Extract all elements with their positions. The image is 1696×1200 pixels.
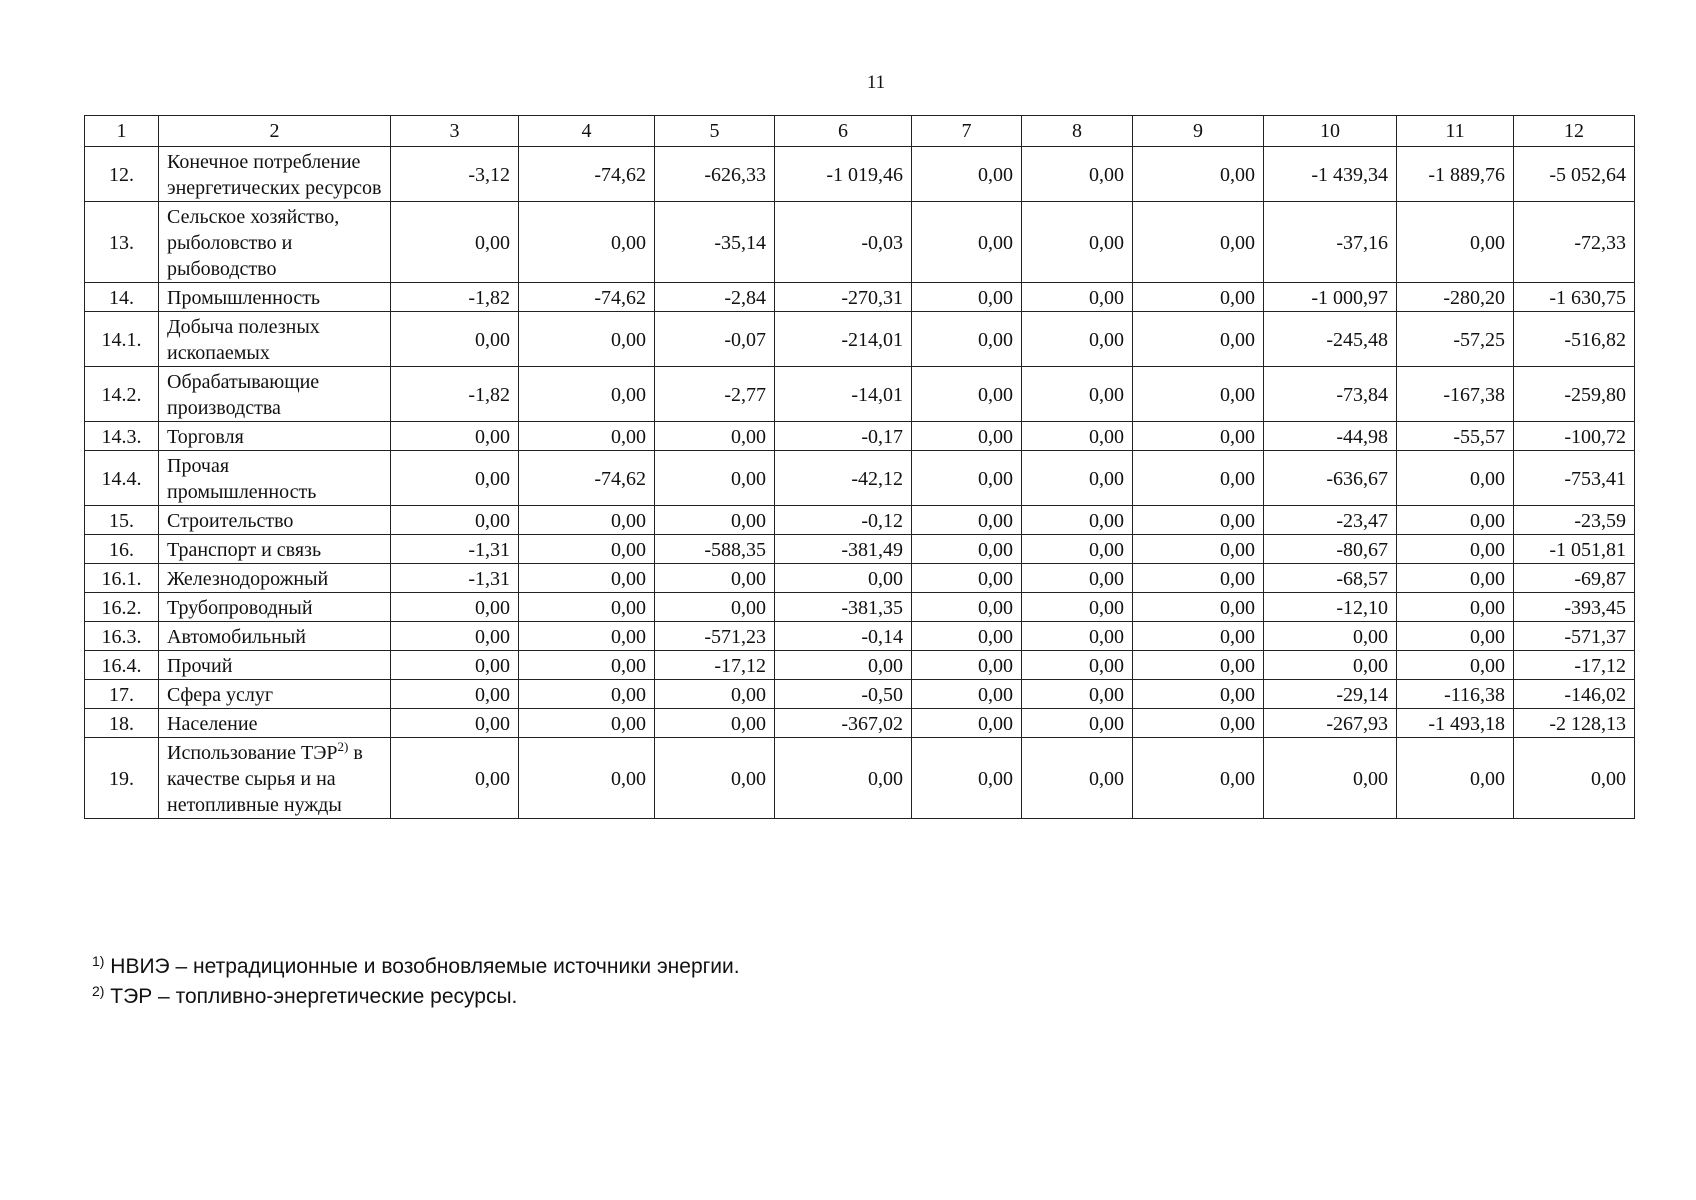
value-cell-col-4: 0,00 <box>519 680 655 709</box>
value-cell-col-7: 0,00 <box>912 709 1022 738</box>
value-cell-col-9: 0,00 <box>1133 709 1264 738</box>
table-row <box>85 312 1635 367</box>
value-cell-col-6: -0,12 <box>775 506 912 535</box>
value-cell-col-4: -74,62 <box>519 451 655 506</box>
table-row <box>85 202 1635 283</box>
value-cell-col-10: -12,10 <box>1264 593 1397 622</box>
value-cell-col-11: 0,00 <box>1397 564 1514 593</box>
table-row <box>85 422 1635 451</box>
value-cell-col-5: 0,00 <box>655 564 775 593</box>
value-cell-col-12: 0,00 <box>1514 738 1635 819</box>
value-cell-col-5: -626,33 <box>655 147 775 202</box>
value-cell-col-6: 0,00 <box>775 738 912 819</box>
value-cell-col-3: -1,31 <box>391 564 519 593</box>
table-row <box>85 506 1635 535</box>
value-cell-col-10: -23,47 <box>1264 506 1397 535</box>
value-cell-col-4: 0,00 <box>519 622 655 651</box>
value-cell-col-10: -245,48 <box>1264 312 1397 367</box>
value-cell-col-12: -72,33 <box>1514 202 1635 283</box>
value-cell-col-9: 0,00 <box>1133 202 1264 283</box>
value-cell-col-6: -0,14 <box>775 622 912 651</box>
value-cell-col-10: 0,00 <box>1264 651 1397 680</box>
value-cell-col-11: -116,38 <box>1397 680 1514 709</box>
value-cell-col-3: 0,00 <box>391 422 519 451</box>
value-cell-col-5: -17,12 <box>655 651 775 680</box>
table-row <box>85 451 1635 506</box>
value-cell-col-11: 0,00 <box>1397 593 1514 622</box>
row-number: 16.1. <box>85 564 159 593</box>
row-label <box>159 367 391 422</box>
value-cell-col-8: 0,00 <box>1022 680 1133 709</box>
value-cell-col-7: 0,00 <box>912 312 1022 367</box>
value-cell-col-4: 0,00 <box>519 651 655 680</box>
value-cell-col-8: 0,00 <box>1022 367 1133 422</box>
row-label-text-continued: в качестве сырья и на нетопливные нужды <box>167 742 363 816</box>
row-label-text: Транспорт и связь <box>167 539 322 561</box>
value-cell-col-4: 0,00 <box>519 367 655 422</box>
column-header: 11 <box>1397 116 1514 147</box>
row-number: 14.3. <box>85 422 159 451</box>
value-cell-col-10: -636,67 <box>1264 451 1397 506</box>
table-row <box>85 283 1635 312</box>
value-cell-col-5: 0,00 <box>655 680 775 709</box>
column-header: 3 <box>391 116 519 147</box>
value-cell-col-3: 0,00 <box>391 680 519 709</box>
row-label <box>159 738 391 819</box>
value-cell-col-12: -100,72 <box>1514 422 1635 451</box>
value-cell-col-6: -14,01 <box>775 367 912 422</box>
value-cell-col-12: -23,59 <box>1514 506 1635 535</box>
column-header: 8 <box>1022 116 1133 147</box>
row-label-text: Трубопроводный <box>167 597 313 619</box>
row-label-text: Автомобильный <box>167 626 306 648</box>
row-number: 17. <box>85 680 159 709</box>
column-header: 10 <box>1264 116 1397 147</box>
value-cell-col-10: -80,67 <box>1264 535 1397 564</box>
value-cell-col-3: 0,00 <box>391 202 519 283</box>
row-label-text: Конечное потребление энергетических ресурсов <box>167 151 382 199</box>
row-label <box>159 283 391 312</box>
footnote-2 <box>92 982 1492 1012</box>
value-cell-col-12: -69,87 <box>1514 564 1635 593</box>
value-cell-col-4: 0,00 <box>519 564 655 593</box>
value-cell-col-8: 0,00 <box>1022 451 1133 506</box>
value-cell-col-12: -146,02 <box>1514 680 1635 709</box>
column-header: 9 <box>1133 116 1264 147</box>
row-label-text: Сельское хозяйство, рыболовство и рыбоводство <box>167 206 340 280</box>
value-cell-col-4: -74,62 <box>519 283 655 312</box>
table-row <box>85 564 1635 593</box>
value-cell-col-10: -44,98 <box>1264 422 1397 451</box>
row-label-text: Строительство <box>167 510 294 532</box>
row-label-text: Использование ТЭР <box>167 742 338 764</box>
table-row <box>85 622 1635 651</box>
value-cell-col-5: 0,00 <box>655 451 775 506</box>
row-number: 16.4. <box>85 651 159 680</box>
value-cell-col-8: 0,00 <box>1022 738 1133 819</box>
row-number: 16.3. <box>85 622 159 651</box>
value-cell-col-3: -1,82 <box>391 367 519 422</box>
value-cell-col-6: -1 019,46 <box>775 147 912 202</box>
value-cell-col-3: 0,00 <box>391 738 519 819</box>
row-label <box>159 651 391 680</box>
table-row <box>85 147 1635 202</box>
footnote-mark: 1) <box>92 953 105 969</box>
table-body <box>85 147 1635 819</box>
row-number: 12. <box>85 147 159 202</box>
value-cell-col-10: -29,14 <box>1264 680 1397 709</box>
row-label <box>159 422 391 451</box>
value-cell-col-9: 0,00 <box>1133 422 1264 451</box>
value-cell-col-12: -753,41 <box>1514 451 1635 506</box>
value-cell-col-4: 0,00 <box>519 593 655 622</box>
row-number: 13. <box>85 202 159 283</box>
value-cell-col-5: -588,35 <box>655 535 775 564</box>
value-cell-col-11: 0,00 <box>1397 535 1514 564</box>
row-label <box>159 451 391 506</box>
value-cell-col-8: 0,00 <box>1022 283 1133 312</box>
value-cell-col-5: 0,00 <box>655 593 775 622</box>
value-cell-col-3: 0,00 <box>391 651 519 680</box>
row-number: 16. <box>85 535 159 564</box>
value-cell-col-6: -0,50 <box>775 680 912 709</box>
value-cell-col-11: -1 889,76 <box>1397 147 1514 202</box>
value-cell-col-7: 0,00 <box>912 593 1022 622</box>
row-label <box>159 593 391 622</box>
value-cell-col-8: 0,00 <box>1022 202 1133 283</box>
table-row <box>85 651 1635 680</box>
row-label-text: Железнодорожный <box>167 568 329 590</box>
row-number: 14. <box>85 283 159 312</box>
energy-balance-table <box>84 115 1635 819</box>
value-cell-col-3: -1,82 <box>391 283 519 312</box>
value-cell-col-7: 0,00 <box>912 147 1022 202</box>
value-cell-col-10: -68,57 <box>1264 564 1397 593</box>
value-cell-col-7: 0,00 <box>912 680 1022 709</box>
value-cell-col-5: 0,00 <box>655 506 775 535</box>
value-cell-col-3: 0,00 <box>391 451 519 506</box>
row-label-text: Промышленность <box>167 287 321 309</box>
row-label <box>159 622 391 651</box>
energy-balance-table-container <box>84 115 1634 819</box>
row-label <box>159 535 391 564</box>
row-label <box>159 709 391 738</box>
row-number: 18. <box>85 709 159 738</box>
value-cell-col-8: 0,00 <box>1022 147 1133 202</box>
value-cell-col-9: 0,00 <box>1133 283 1264 312</box>
row-number: 14.2. <box>85 367 159 422</box>
value-cell-col-5: 0,00 <box>655 422 775 451</box>
value-cell-col-5: 0,00 <box>655 709 775 738</box>
value-cell-col-11: -1 493,18 <box>1397 709 1514 738</box>
value-cell-col-6: -214,01 <box>775 312 912 367</box>
value-cell-col-8: 0,00 <box>1022 622 1133 651</box>
footnotes <box>92 952 1492 1012</box>
column-header: 6 <box>775 116 912 147</box>
value-cell-col-9: 0,00 <box>1133 651 1264 680</box>
table-row <box>85 709 1635 738</box>
value-cell-col-9: 0,00 <box>1133 367 1264 422</box>
value-cell-col-4: 0,00 <box>519 312 655 367</box>
value-cell-col-12: -393,45 <box>1514 593 1635 622</box>
value-cell-col-6: -0,17 <box>775 422 912 451</box>
value-cell-col-6: -270,31 <box>775 283 912 312</box>
table-row <box>85 593 1635 622</box>
value-cell-col-6: 0,00 <box>775 564 912 593</box>
value-cell-col-4: 0,00 <box>519 709 655 738</box>
value-cell-col-6: -0,03 <box>775 202 912 283</box>
value-cell-col-7: 0,00 <box>912 651 1022 680</box>
value-cell-col-12: -516,82 <box>1514 312 1635 367</box>
row-label-text: Добыча полезных ископаемых <box>167 316 320 364</box>
value-cell-col-8: 0,00 <box>1022 312 1133 367</box>
value-cell-col-4: 0,00 <box>519 738 655 819</box>
value-cell-col-9: 0,00 <box>1133 535 1264 564</box>
value-cell-col-11: 0,00 <box>1397 506 1514 535</box>
value-cell-col-3: -1,31 <box>391 535 519 564</box>
footnote-1 <box>92 952 1492 982</box>
row-label <box>159 312 391 367</box>
row-number: 19. <box>85 738 159 819</box>
value-cell-col-5: -2,77 <box>655 367 775 422</box>
value-cell-col-9: 0,00 <box>1133 738 1264 819</box>
value-cell-col-12: -17,12 <box>1514 651 1635 680</box>
page-number: 11 <box>866 72 886 93</box>
value-cell-col-9: 0,00 <box>1133 680 1264 709</box>
value-cell-col-4: 0,00 <box>519 506 655 535</box>
row-number: 16.2. <box>85 593 159 622</box>
value-cell-col-5: -571,23 <box>655 622 775 651</box>
row-label-text: Сфера услуг <box>167 684 274 706</box>
value-cell-col-4: 0,00 <box>519 202 655 283</box>
value-cell-col-8: 0,00 <box>1022 506 1133 535</box>
row-number: 15. <box>85 506 159 535</box>
value-cell-col-5: -35,14 <box>655 202 775 283</box>
value-cell-col-12: -1 630,75 <box>1514 283 1635 312</box>
value-cell-col-7: 0,00 <box>912 202 1022 283</box>
value-cell-col-8: 0,00 <box>1022 535 1133 564</box>
footnote-text: НВИЭ – нетрадиционные и возобновляемые источники энергии. <box>104 955 740 978</box>
table-row <box>85 738 1635 819</box>
value-cell-col-9: 0,00 <box>1133 451 1264 506</box>
value-cell-col-11: 0,00 <box>1397 451 1514 506</box>
value-cell-col-9: 0,00 <box>1133 593 1264 622</box>
value-cell-col-11: 0,00 <box>1397 738 1514 819</box>
value-cell-col-10: -267,93 <box>1264 709 1397 738</box>
row-label-text: Торговля <box>167 426 244 448</box>
value-cell-col-12: -1 051,81 <box>1514 535 1635 564</box>
value-cell-col-7: 0,00 <box>912 622 1022 651</box>
footnote-reference: 2) <box>337 739 349 754</box>
row-label <box>159 202 391 283</box>
row-label-text: Население <box>167 713 258 735</box>
value-cell-col-7: 0,00 <box>912 422 1022 451</box>
value-cell-col-3: 0,00 <box>391 312 519 367</box>
value-cell-col-3: -3,12 <box>391 147 519 202</box>
value-cell-col-9: 0,00 <box>1133 622 1264 651</box>
value-cell-col-4: 0,00 <box>519 422 655 451</box>
value-cell-col-6: -42,12 <box>775 451 912 506</box>
value-cell-col-7: 0,00 <box>912 738 1022 819</box>
value-cell-col-12: -259,80 <box>1514 367 1635 422</box>
value-cell-col-5: 0,00 <box>655 738 775 819</box>
value-cell-col-5: -2,84 <box>655 283 775 312</box>
value-cell-col-9: 0,00 <box>1133 147 1264 202</box>
row-label <box>159 147 391 202</box>
value-cell-col-8: 0,00 <box>1022 709 1133 738</box>
value-cell-col-7: 0,00 <box>912 506 1022 535</box>
value-cell-col-3: 0,00 <box>391 506 519 535</box>
column-header: 1 <box>85 116 159 147</box>
table-row <box>85 535 1635 564</box>
value-cell-col-7: 0,00 <box>912 535 1022 564</box>
value-cell-col-6: 0,00 <box>775 651 912 680</box>
column-header: 5 <box>655 116 775 147</box>
value-cell-col-10: -37,16 <box>1264 202 1397 283</box>
column-header: 4 <box>519 116 655 147</box>
value-cell-col-11: -280,20 <box>1397 283 1514 312</box>
value-cell-col-11: 0,00 <box>1397 622 1514 651</box>
column-header: 12 <box>1514 116 1635 147</box>
value-cell-col-7: 0,00 <box>912 451 1022 506</box>
value-cell-col-11: -55,57 <box>1397 422 1514 451</box>
row-label <box>159 564 391 593</box>
value-cell-col-12: -571,37 <box>1514 622 1635 651</box>
value-cell-col-3: 0,00 <box>391 709 519 738</box>
value-cell-col-9: 0,00 <box>1133 564 1264 593</box>
value-cell-col-8: 0,00 <box>1022 564 1133 593</box>
footnote-text: ТЭР – топливно-энергетические ресурсы. <box>104 985 518 1008</box>
value-cell-col-7: 0,00 <box>912 564 1022 593</box>
value-cell-col-6: -381,49 <box>775 535 912 564</box>
table-row <box>85 367 1635 422</box>
value-cell-col-7: 0,00 <box>912 283 1022 312</box>
column-header: 2 <box>159 116 391 147</box>
value-cell-col-8: 0,00 <box>1022 422 1133 451</box>
value-cell-col-8: 0,00 <box>1022 651 1133 680</box>
value-cell-col-10: 0,00 <box>1264 738 1397 819</box>
value-cell-col-4: -74,62 <box>519 147 655 202</box>
value-cell-col-5: -0,07 <box>655 312 775 367</box>
value-cell-col-11: -57,25 <box>1397 312 1514 367</box>
row-label <box>159 506 391 535</box>
value-cell-col-10: -1 000,97 <box>1264 283 1397 312</box>
column-header: 7 <box>912 116 1022 147</box>
value-cell-col-11: -167,38 <box>1397 367 1514 422</box>
value-cell-col-10: -73,84 <box>1264 367 1397 422</box>
value-cell-col-12: -5 052,64 <box>1514 147 1635 202</box>
value-cell-col-6: -367,02 <box>775 709 912 738</box>
value-cell-col-10: -1 439,34 <box>1264 147 1397 202</box>
row-label-text: Обрабатывающие производства <box>167 371 320 419</box>
value-cell-col-11: 0,00 <box>1397 202 1514 283</box>
header-row <box>85 116 1635 147</box>
value-cell-col-6: -381,35 <box>775 593 912 622</box>
value-cell-col-8: 0,00 <box>1022 593 1133 622</box>
row-label-text: Прочий <box>167 655 233 677</box>
table-row <box>85 680 1635 709</box>
value-cell-col-9: 0,00 <box>1133 506 1264 535</box>
value-cell-col-11: 0,00 <box>1397 651 1514 680</box>
value-cell-col-3: 0,00 <box>391 593 519 622</box>
row-number: 14.4. <box>85 451 159 506</box>
value-cell-col-7: 0,00 <box>912 367 1022 422</box>
value-cell-col-9: 0,00 <box>1133 312 1264 367</box>
footnote-mark: 2) <box>92 983 105 999</box>
value-cell-col-10: 0,00 <box>1264 622 1397 651</box>
value-cell-col-12: -2 128,13 <box>1514 709 1635 738</box>
row-label-text: Прочая промышленность <box>167 455 317 503</box>
value-cell-col-4: 0,00 <box>519 535 655 564</box>
row-label <box>159 680 391 709</box>
value-cell-col-3: 0,00 <box>391 622 519 651</box>
row-number: 14.1. <box>85 312 159 367</box>
